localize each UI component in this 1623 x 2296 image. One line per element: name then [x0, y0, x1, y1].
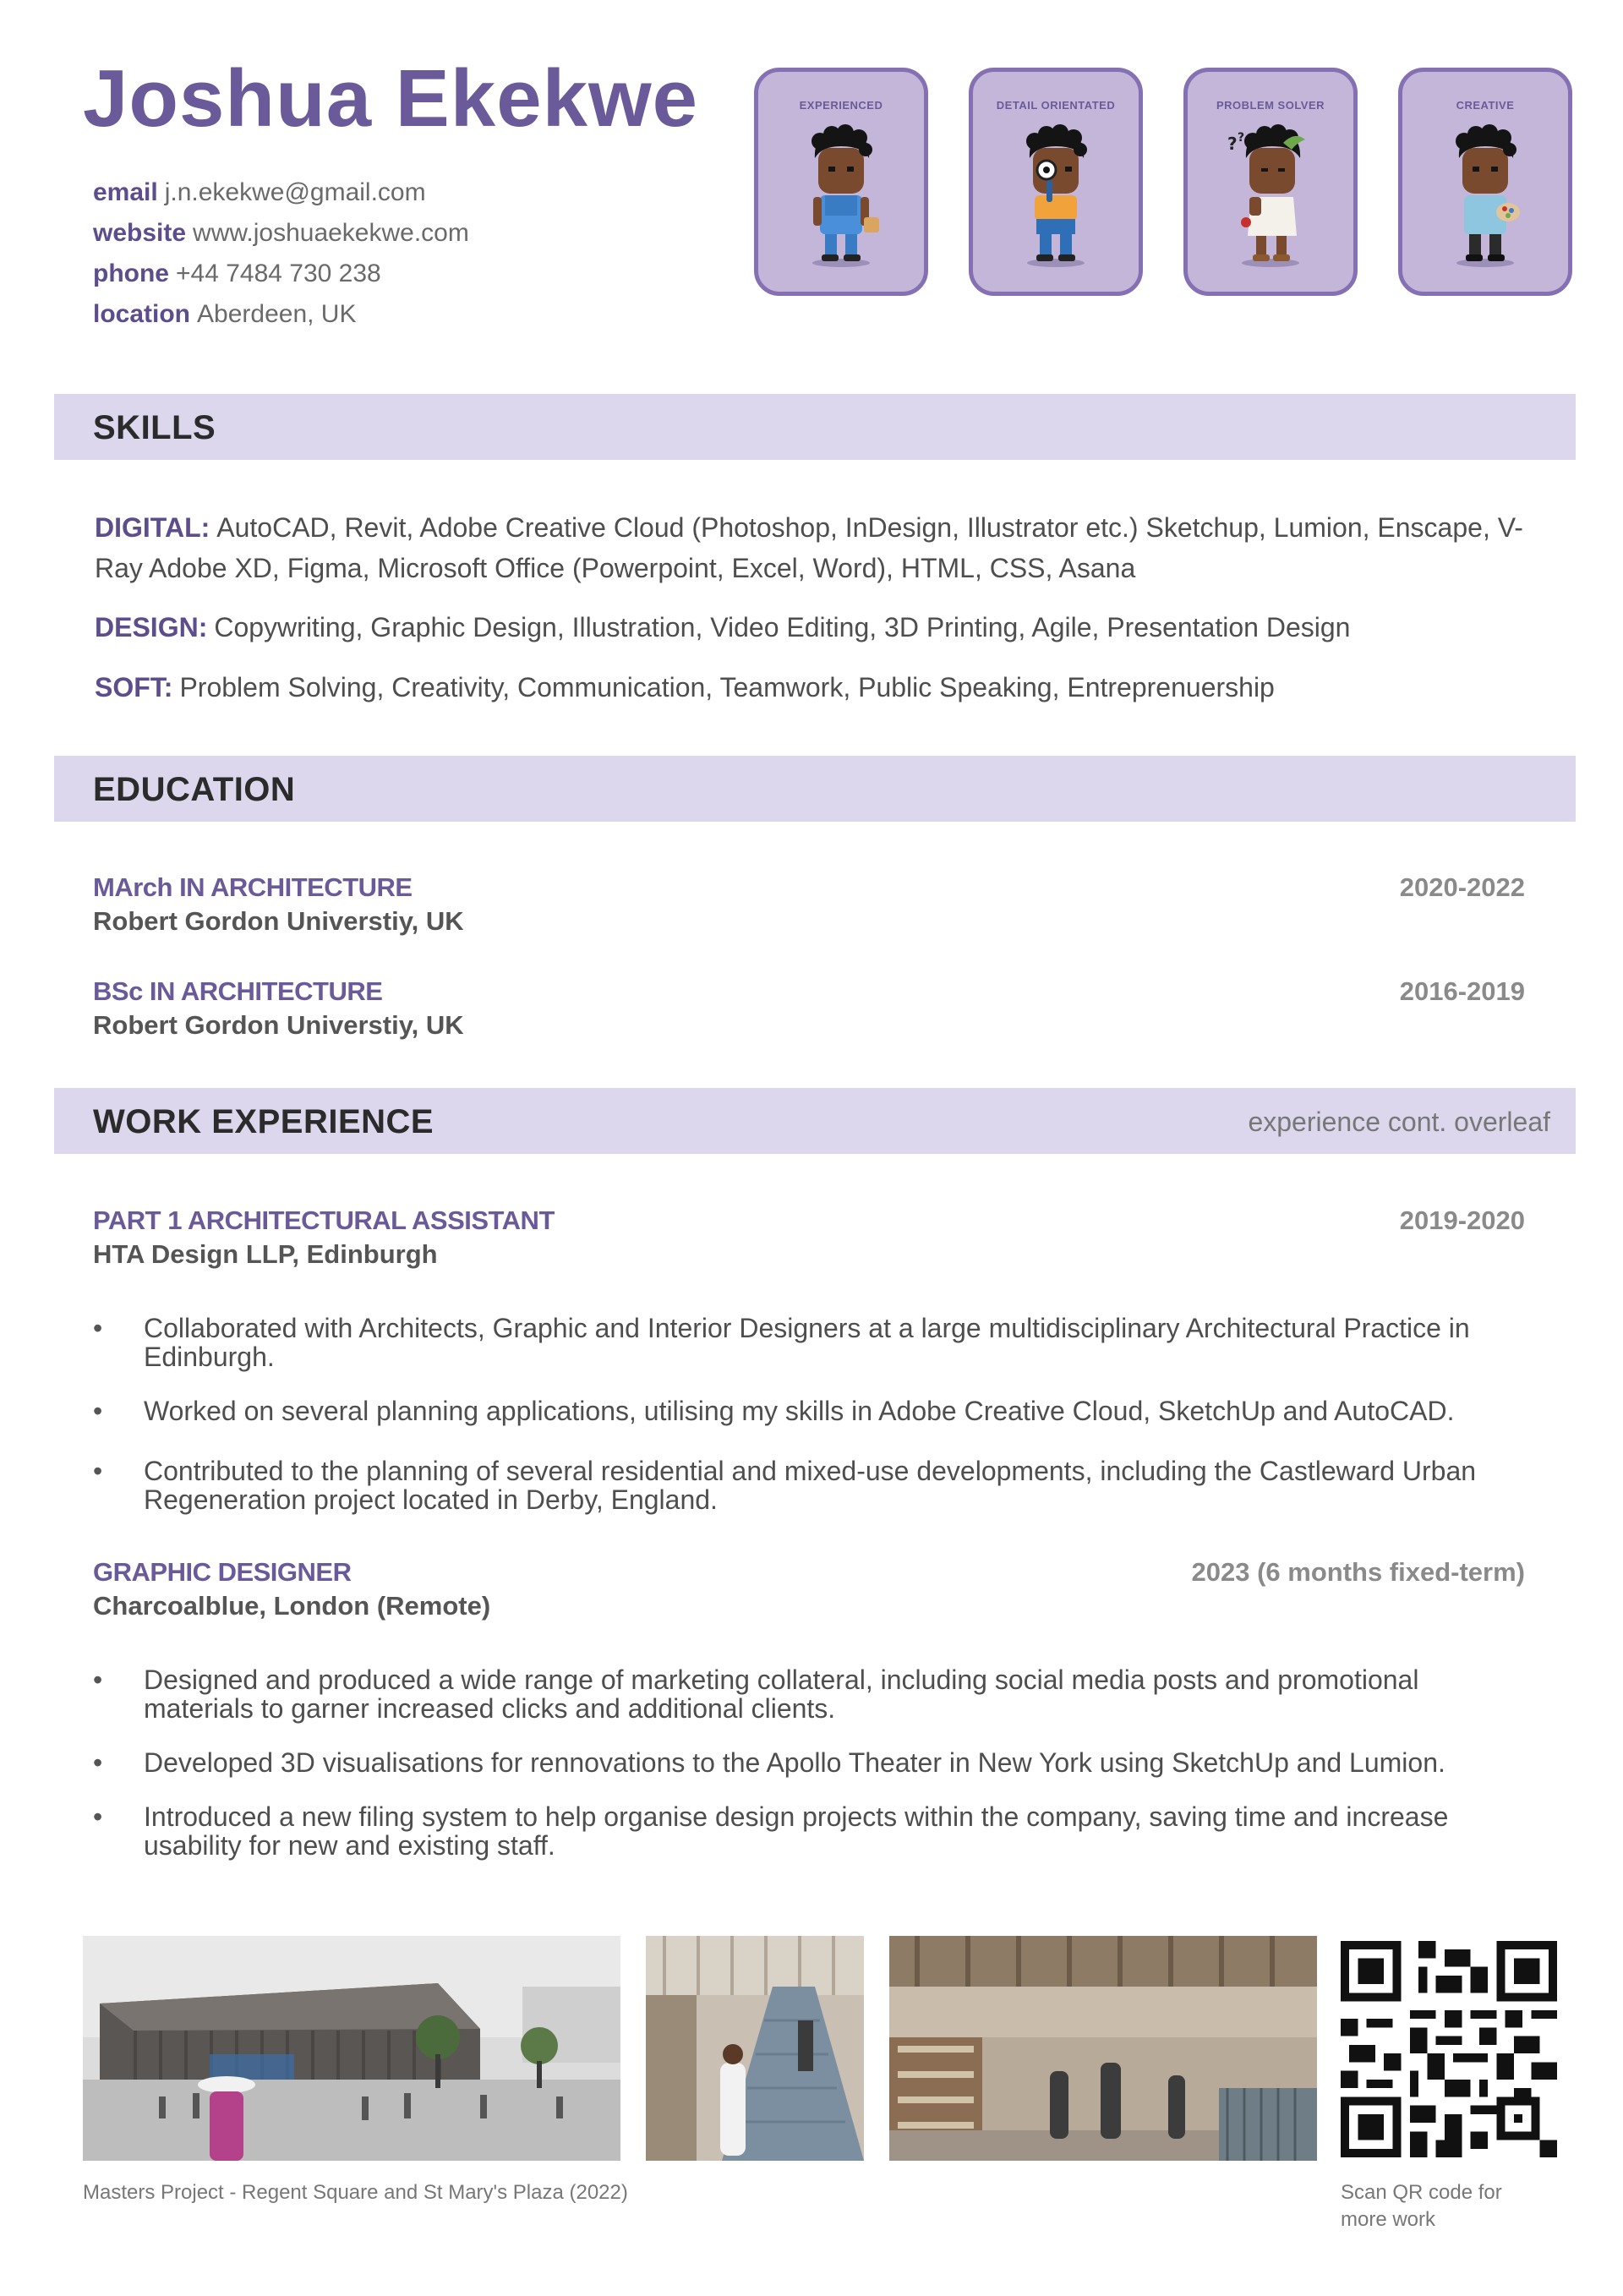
work-title: WORK EXPERIENCE [93, 1103, 434, 1140]
contact-phone [93, 254, 469, 294]
character-overalls-icon [795, 124, 888, 268]
character-palette-icon [1439, 124, 1532, 268]
character-thinking-icon [1224, 124, 1317, 268]
bullet-text: Introduced a new filing system to help organise design projects within the company, saving time and increase usability for new and existing staff. [144, 1801, 1449, 1861]
portfolio-caption: Masters Project - Regent Square and St Mary's Plaza (2022) [83, 2181, 628, 2204]
bullet-dot: • [93, 1665, 103, 1695]
trait-cards [754, 68, 1574, 296]
education-school-march: Robert Gordon Universtiy, UK [93, 906, 464, 936]
work-section-header [54, 1088, 1576, 1154]
job-role-hta: PART 1 ARCHITECTURAL ASSISTANT [93, 1205, 555, 1235]
skills-title: SKILLS [93, 409, 216, 446]
skill-design [95, 607, 1532, 648]
education-years-march: 2020-2022 [1399, 872, 1525, 902]
contact-website [93, 213, 469, 254]
svg-text:?: ? [1238, 131, 1245, 145]
qr-caption-line2: more work [1341, 2208, 1436, 2231]
job-years-charcoalblue: 2023 (6 months fixed-term) [1191, 1557, 1525, 1587]
work-overleaf-note: experience cont. overleaf [1248, 1107, 1550, 1137]
education-degree-bsc: BSc IN ARCHITECTURE [93, 976, 383, 1006]
skill-design-key: DESIGN: [95, 612, 208, 642]
trait-label: DETAIL ORIENTATED [996, 99, 1116, 112]
skill-digital-value: AutoCAD, Revit, Adobe Creative Cloud (Photoshop, InDesign, Illustrator etc.) Sketchup, Lumion, Enscape, V-Ray Adobe XD, Figma, Microsoft Office (Powerpoint, Excel, Word), HTML, CSS, Asana [95, 512, 1523, 583]
skill-soft-key: SOFT: [95, 672, 173, 702]
trait-card-creative [1398, 68, 1572, 296]
interior-library-render [889, 1936, 1317, 2161]
portfolio-image-interior[interactable] [889, 1936, 1317, 2161]
skills-section-header [54, 394, 1576, 460]
education-years-bsc: 2016-2019 [1399, 976, 1525, 1006]
job-role-charcoalblue: GRAPHIC DESIGNER [93, 1557, 352, 1587]
skill-soft-value: Problem Solving, Creativity, Communication, Teamwork, Public Speaking, Entreprenuership [179, 672, 1275, 702]
building-exterior-render [83, 1936, 620, 2161]
contact-website-key: website [93, 219, 187, 247]
education-school-bsc: Robert Gordon Universtiy, UK [93, 1010, 464, 1040]
contact-location-key: location [93, 300, 191, 328]
job-bullet [93, 1457, 1513, 1514]
bullet-text: Worked on several planning applications, utilising my skills in Adobe Creative Cloud, SketchUp and AutoCAD. [144, 1396, 1455, 1426]
contact-location [93, 294, 469, 335]
bullet-dot: • [93, 1747, 103, 1778]
education-title: EDUCATION [93, 771, 296, 808]
trait-label: PROBLEM SOLVER [1216, 99, 1325, 112]
candidate-name: Joshua Ekekwe [83, 53, 699, 144]
contact-email-value[interactable]: j.n.ekekwe@gmail.com [164, 178, 426, 206]
portfolio-image-exterior[interactable] [83, 1936, 620, 2161]
contact-email-key: email [93, 178, 158, 206]
education-section-header [54, 756, 1576, 822]
job-years-hta: 2019-2020 [1399, 1205, 1525, 1235]
bullet-dot: • [93, 1456, 103, 1486]
bullet-dot: • [93, 1801, 103, 1832]
contact-details [93, 172, 469, 335]
job-bullet [93, 1802, 1513, 1860]
job-bullet [93, 1397, 1513, 1425]
skill-digital [95, 507, 1532, 588]
education-degree-march: MArch IN ARCHITECTURE [93, 872, 413, 902]
trait-card-experienced [754, 68, 928, 296]
job-company-charcoalblue: Charcoalblue, London (Remote) [93, 1591, 491, 1621]
trait-card-detail-orientated [969, 68, 1143, 296]
contact-phone-key: phone [93, 260, 169, 287]
contact-location-value: Aberdeen, UK [197, 300, 357, 328]
contact-website-value[interactable]: www.joshuaekekwe.com [193, 219, 469, 247]
skill-soft [95, 667, 1532, 708]
contact-email [93, 172, 469, 213]
qr-code-icon[interactable] [1341, 1941, 1557, 2157]
skill-digital-key: DIGITAL: [95, 512, 210, 543]
portfolio-image-stairs[interactable] [646, 1936, 864, 2161]
job-bullet [93, 1314, 1513, 1371]
bullet-text: Collaborated with Architects, Graphic and Interior Designers at a large multidisciplinary Architectural Practice in Edinburgh. [144, 1313, 1470, 1372]
trait-label: EXPERIENCED [799, 99, 883, 112]
bullet-dot: • [93, 1396, 103, 1426]
svg-text:?: ? [1227, 134, 1238, 154]
trait-label: CREATIVE [1456, 99, 1515, 112]
bullet-dot: • [93, 1313, 103, 1343]
trait-card-problem-solver [1183, 68, 1358, 296]
skill-design-value: Copywriting, Graphic Design, Illustration, Video Editing, 3D Printing, Agile, Presentation Design [214, 612, 1351, 642]
bullet-text: Developed 3D visualisations for rennovations to the Apollo Theater in New York using SketchUp and Lumion. [144, 1747, 1445, 1778]
qr-caption-line1: Scan QR code for [1341, 2181, 1502, 2204]
job-bullet [93, 1665, 1513, 1723]
interior-stairs-render [646, 1936, 864, 2161]
character-magnifier-icon [1009, 124, 1102, 268]
bullet-text: Contributed to the planning of several residential and mixed-use developments, including the Castleward Urban Regeneration project located in Derby, England. [144, 1456, 1477, 1515]
job-company-hta: HTA Design LLP, Edinburgh [93, 1239, 438, 1269]
contact-phone-value: +44 7484 730 238 [176, 260, 381, 287]
bullet-text: Designed and produced a wide range of marketing collateral, including social media posts and promotional materials to garner increased clicks and additional clients. [144, 1665, 1419, 1724]
job-bullet [93, 1748, 1513, 1777]
